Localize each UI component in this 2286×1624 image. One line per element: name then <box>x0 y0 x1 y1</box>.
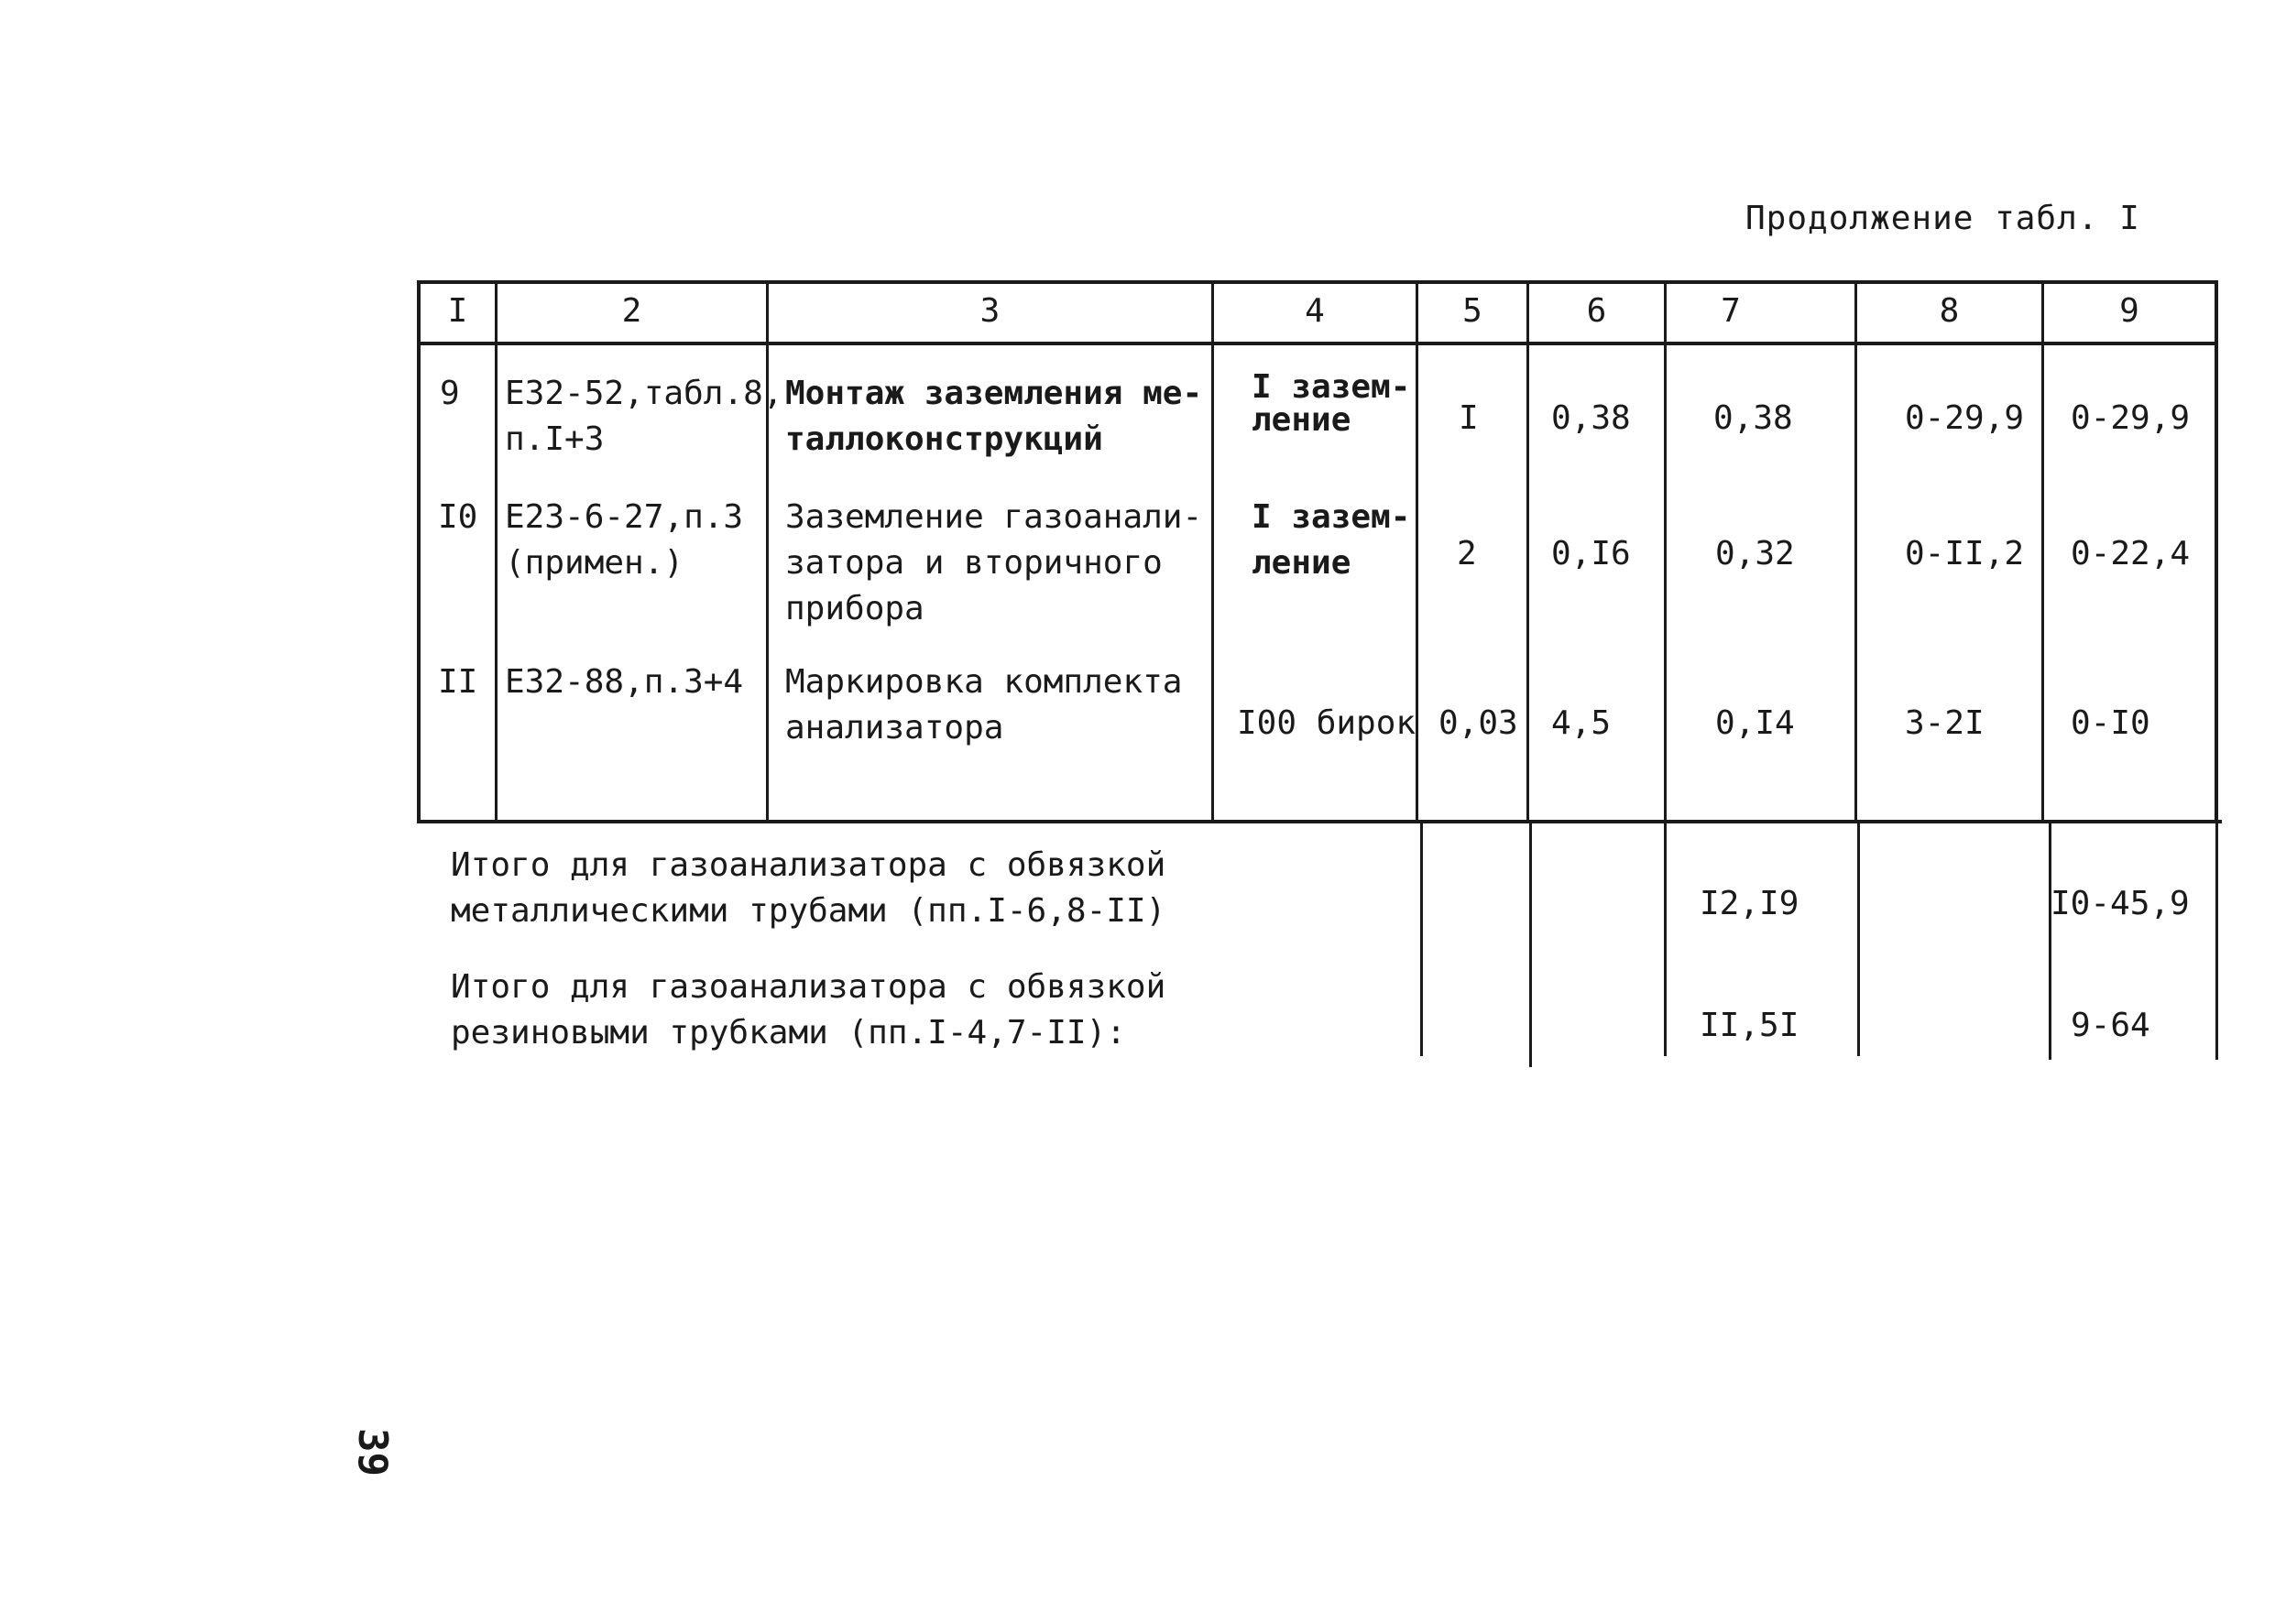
header-col-8: 8 <box>1939 292 1960 330</box>
col-border-5 <box>1526 280 1529 823</box>
header-col-4: 4 <box>1305 292 1325 330</box>
row-11-unit: I00 бирок <box>1237 704 1416 742</box>
total-metal-pipes-label: Итого для газоанализатора с обвязкой металлическими трубами (пп.I-6,8-II) <box>451 846 1166 930</box>
col-border-9 <box>2215 280 2218 823</box>
table-body-bottom-border <box>417 820 2222 823</box>
row-9-category: 0-29,9 <box>1905 399 2025 437</box>
row-10-code: Е23-6-27,п.3 (примен.) <box>505 498 744 582</box>
row-9-sum: 0-29,9 <box>2071 399 2191 437</box>
row-10-category: 0-II,2 <box>1905 535 2025 572</box>
total-metal-pipes-value: I2,I9 <box>1700 885 1799 922</box>
row-9-norm: 0,38 <box>1551 399 1631 437</box>
row-9-work: Монтаж заземления ме- таллоконструкций <box>785 375 1203 458</box>
row-10-total: 0,32 <box>1715 535 1795 572</box>
row-10-number: I0 <box>438 498 478 536</box>
total-rubber-tubes-label: Итого для газоанализатора с обвязкой резиновыми трубками (пп.I-4,7-II): <box>451 968 1166 1052</box>
row-11-work: Маркировка комплекта анализатора <box>785 663 1183 747</box>
row-11-qty: 0,03 <box>1438 704 1518 742</box>
col-border-3 <box>1211 280 1214 820</box>
row-11-code: Е32-88,п.3+4 <box>505 663 744 701</box>
header-col-6: 6 <box>1586 292 1607 330</box>
page-number: 39 <box>348 1428 396 1477</box>
totals-col-border-6 <box>1529 820 1532 1067</box>
header-bottom-border <box>417 342 2217 345</box>
col-border-8 <box>2041 280 2044 823</box>
totals-col-border-9 <box>2049 820 2051 1060</box>
total-rubber-tubes-sum: 9-64 <box>2071 1007 2150 1044</box>
totals-col-border-8 <box>1857 820 1860 1056</box>
row-11-norm: 4,5 <box>1551 704 1612 742</box>
table-continuation-title: Продолжение табл. I <box>1745 200 2140 237</box>
col-border-6 <box>1664 280 1667 823</box>
totals-col-border-7 <box>1664 820 1667 1056</box>
row-9-unit: I зазем- ление <box>1252 368 1411 439</box>
row-9-number: 9 <box>440 375 460 412</box>
total-metal-pipes-sum: I0-45,9 <box>2051 885 2190 922</box>
col-border-2 <box>766 280 769 823</box>
col-border-0 <box>417 280 421 823</box>
col-border-7 <box>1854 280 1857 823</box>
header-col-3: 3 <box>979 292 1001 330</box>
row-10-work: Заземление газоанали- затора и вторичного прибора <box>785 498 1203 627</box>
table-top-border <box>417 280 2217 284</box>
row-11-sum: 0-I0 <box>2071 704 2150 742</box>
total-rubber-tubes-value: II,5I <box>1700 1007 1799 1044</box>
header-col-9: 9 <box>2119 292 2139 330</box>
row-11-total: 0,I4 <box>1715 704 1795 742</box>
header-col-1: I <box>447 292 468 330</box>
row-11-category: 3-2I <box>1905 704 1985 742</box>
row-10-qty: 2 <box>1457 535 1477 572</box>
row-11-number: II <box>438 663 478 701</box>
header-col-5: 5 <box>1462 292 1482 330</box>
row-9-total: 0,38 <box>1713 399 1793 437</box>
header-col-2: 2 <box>621 292 642 330</box>
totals-col-border-10 <box>2215 820 2218 1060</box>
row-9-code: Е32-52,табл.8, п.I+3 <box>505 375 783 458</box>
row-9-qty: I <box>1459 399 1479 437</box>
header-col-7: 7 <box>1721 292 1741 330</box>
totals-col-border-5 <box>1420 820 1423 1056</box>
row-10-unit: I зазем- ление <box>1252 498 1411 582</box>
row-10-sum: 0-22,4 <box>2071 535 2191 572</box>
col-border-1 <box>495 280 498 823</box>
row-10-norm: 0,I6 <box>1551 535 1631 572</box>
col-border-4 <box>1416 280 1418 823</box>
